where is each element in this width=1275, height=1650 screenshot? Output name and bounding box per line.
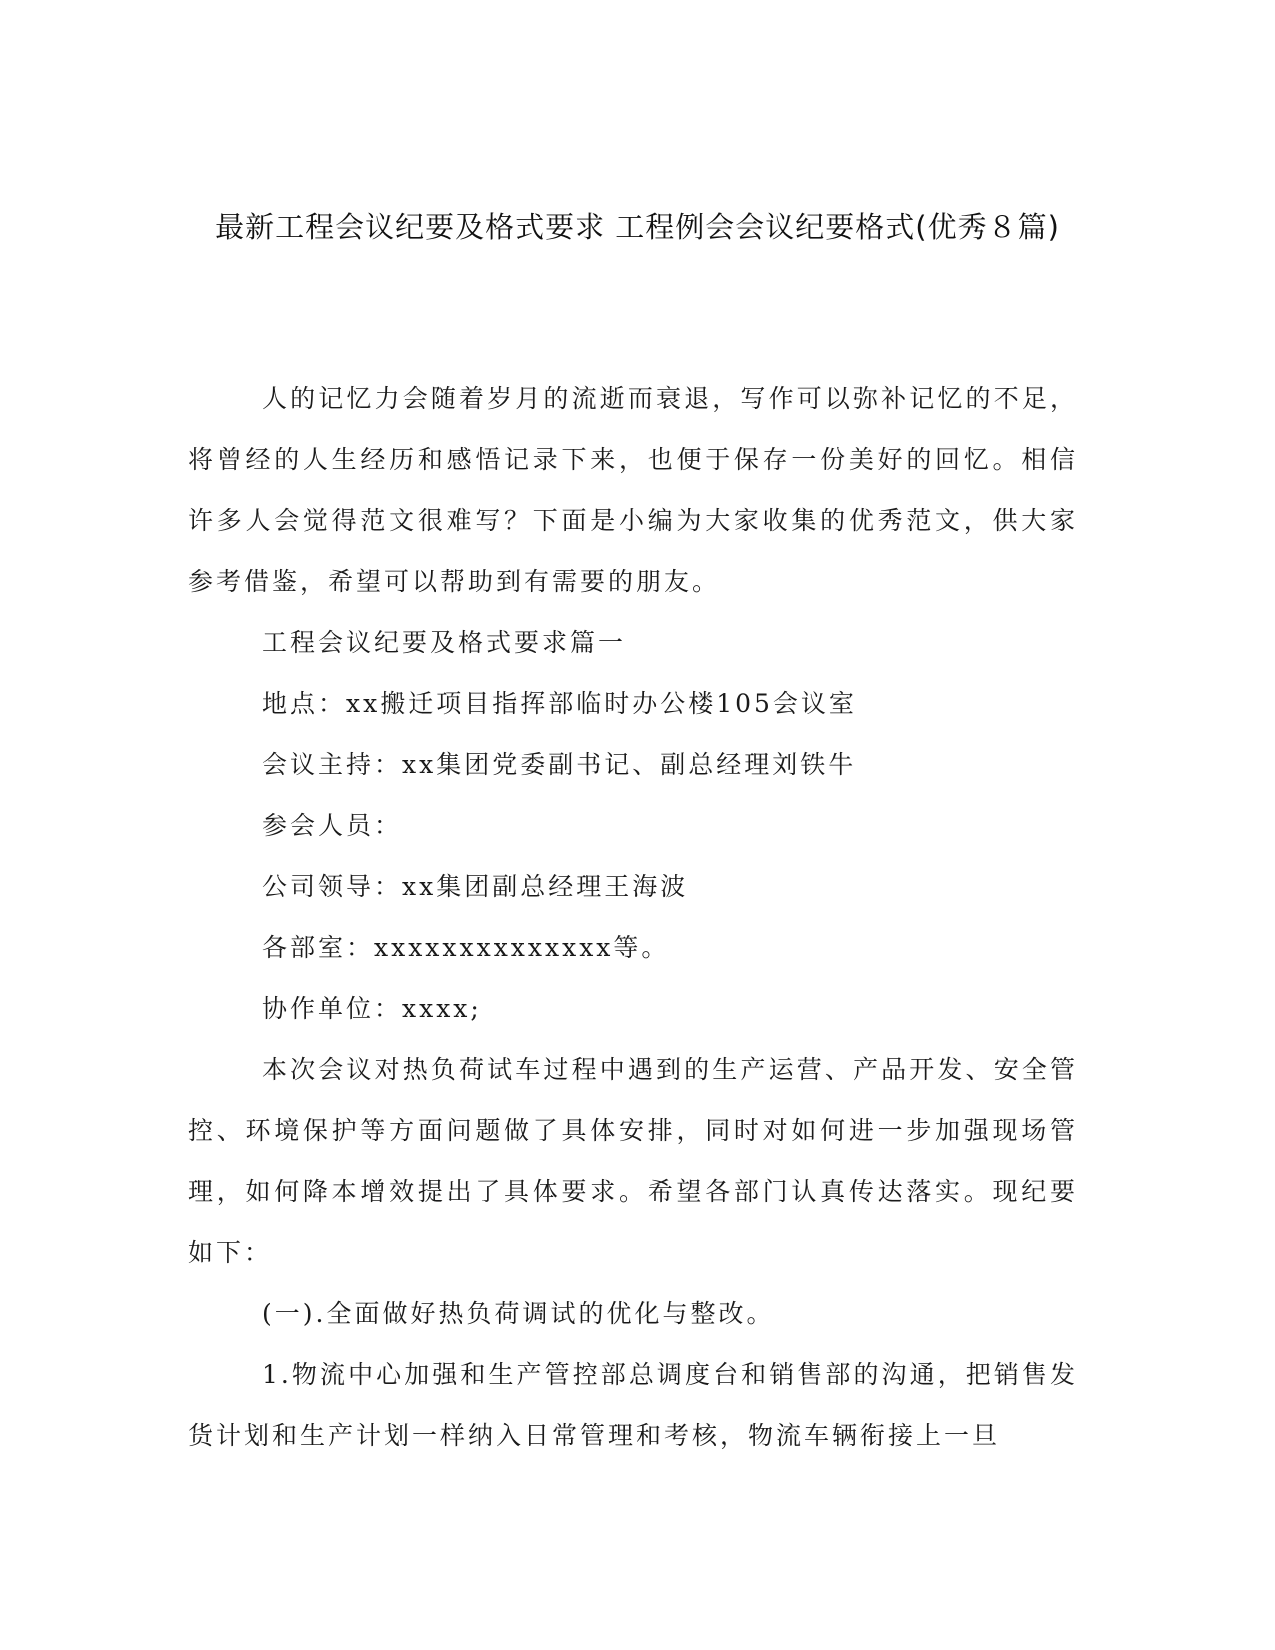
- attendees-label: 参会人员：: [262, 811, 403, 840]
- meeting-host: 会议主持：xx集团党委副书记、副总经理刘铁牛: [262, 750, 857, 779]
- cooperating-units: 协作单位：xxxx;: [262, 994, 482, 1023]
- meeting-summary-paragraph: 本次会议对热负荷试车过程中遇到的生产运营、产品开发、安全管控、环境保护等方面问题做了具体安排，同时对如何进一步加强现场管理，如何降本增效提出了具体要求。希望各部门认真传达落实。现纪要如下：: [188, 1055, 1078, 1267]
- intro-paragraph: 人的记忆力会随着岁月的流逝而衰退，写作可以弥补记忆的不足，将曾经的人生经历和感悟记录下来，也便于保存一份美好的回忆。相信许多人会觉得范文很难写？下面是小编为大家收集的优秀范文，供大家参考借鉴，希望可以帮助到有需要的朋友。: [188, 384, 1078, 596]
- document-title: 最新工程会议纪要及格式要求 工程例会会议纪要格式(优秀８篇): [215, 210, 1060, 244]
- item-one-heading: (一).全面做好热负荷调试的优化与整改。: [262, 1299, 775, 1328]
- item-one-point-one: 1.物流中心加强和生产管控部总调度台和销售部的沟通，把销售发货计划和生产计划一样纳入日常管理和考核，物流车辆衔接上一旦: [188, 1360, 1078, 1450]
- meeting-location: 地点：xx搬迁项目指挥部临时办公楼105会议室: [262, 689, 857, 718]
- company-leaders: 公司领导：xx集团副总经理王海波: [262, 872, 689, 901]
- departments: 各部室：xxxxxxxxxxxxxx等。: [262, 933, 670, 962]
- section-heading: 工程会议纪要及格式要求篇一: [262, 628, 627, 657]
- document-body: [188, 368, 1078, 1466]
